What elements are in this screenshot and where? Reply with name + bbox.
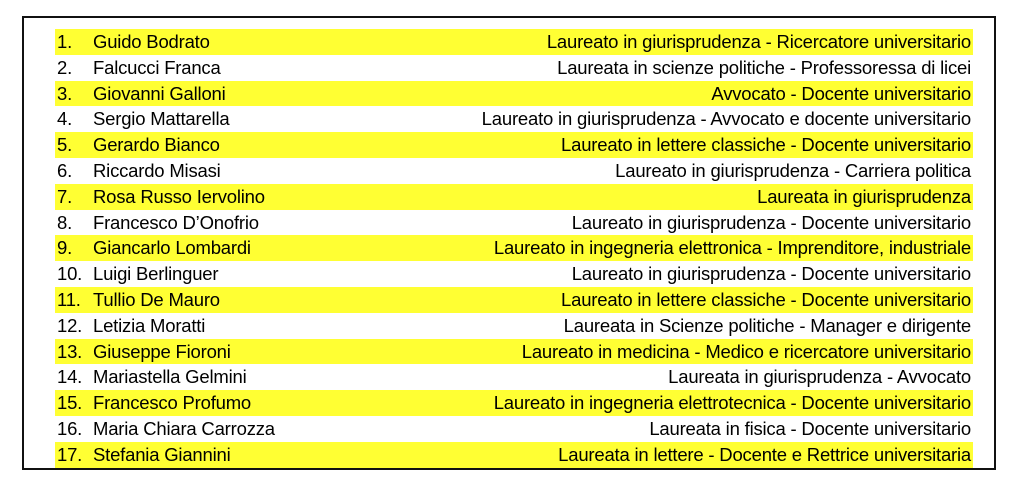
person-description: Laureato in giurisprudenza - Ricercatore universitario <box>546 31 971 52</box>
item-number: 11. <box>57 288 81 310</box>
item-number: 2. <box>57 56 73 78</box>
person-name: Mariastella Gelmini <box>93 366 247 388</box>
person-entry <box>55 29 210 55</box>
list-item <box>55 364 973 390</box>
person-name: Sergio Mattarella <box>93 108 230 130</box>
person-name: Guido Bodrato <box>93 31 210 52</box>
person-name: Giovanni Galloni <box>93 82 226 104</box>
person-description: Laureata in giurisprudenza - Avvocato <box>668 366 971 388</box>
item-number: 5. <box>57 134 73 156</box>
person-list <box>55 29 973 468</box>
person-entry <box>55 55 221 81</box>
person-description: Laureato in giurisprudenza - Carriera politica <box>615 159 971 181</box>
item-number: 3. <box>57 82 73 104</box>
person-name: Francesco Profumo <box>93 392 252 414</box>
person-description: Laureata in fisica - Docente universitario <box>649 417 971 439</box>
item-number: 8. <box>57 211 73 233</box>
person-description: Avvocato - Docente universitario <box>711 82 971 104</box>
person-entry <box>55 261 218 287</box>
person-entry <box>55 106 229 132</box>
item-number: 12. <box>57 314 83 336</box>
person-entry <box>55 442 231 468</box>
person-entry <box>55 390 251 416</box>
list-item <box>55 442 973 468</box>
list-frame <box>22 16 996 470</box>
list-item <box>55 81 973 107</box>
list-item <box>55 55 973 81</box>
person-description: Laureato in giurisprudenza - Avvocato e docente universitario <box>481 108 971 130</box>
list-item <box>55 132 973 158</box>
person-name: Gerardo Bianco <box>93 134 220 156</box>
person-name: Rosa Russo Iervolino <box>93 185 265 207</box>
person-description: Laureata in scienze politiche - Professoressa di licei <box>557 56 971 78</box>
list-item <box>55 184 973 210</box>
person-entry <box>55 339 231 365</box>
list-item <box>55 261 973 287</box>
person-entry <box>55 184 265 210</box>
item-number: 1. <box>57 31 73 52</box>
person-description: Laureato in ingegneria elettrotecnica - Docente universitario <box>493 392 971 414</box>
list-item <box>55 390 973 416</box>
person-description: Laureato in lettere classiche - Docente universitario <box>561 134 971 156</box>
item-number: 14. <box>57 366 83 388</box>
list-item <box>55 158 973 184</box>
item-number: 9. <box>57 237 73 259</box>
person-description: Laureata in lettere - Docente e Rettrice universitaria <box>558 443 971 465</box>
person-name: Falcucci Franca <box>93 56 221 78</box>
person-name: Maria Chiara Carrozza <box>93 417 275 439</box>
person-name: Giancarlo Lombardi <box>93 237 251 259</box>
person-description: Laureato in medicina - Medico e ricercatore universitario <box>521 340 971 362</box>
item-number: 7. <box>57 185 73 207</box>
person-description: Laureato in giurisprudenza - Docente universitario <box>571 263 971 285</box>
person-name: Letizia Moratti <box>93 314 206 336</box>
person-entry <box>55 81 226 107</box>
item-number: 17. <box>57 443 83 465</box>
list-item <box>55 106 973 132</box>
person-name: Francesco D’Onofrio <box>93 211 259 233</box>
person-description: Laureata in giurisprudenza <box>757 185 971 207</box>
list-item <box>55 29 973 55</box>
person-name: Giuseppe Fioroni <box>93 340 231 362</box>
person-entry <box>55 132 220 158</box>
person-description: Laureato in ingegneria elettronica - Imprenditore, industriale <box>493 237 971 259</box>
person-entry <box>55 313 205 339</box>
item-number: 13. <box>57 340 83 362</box>
person-entry <box>55 235 251 261</box>
person-description: Laureata in Scienze politiche - Manager e dirigente <box>563 314 971 336</box>
person-description: Laureato in lettere classiche - Docente universitario <box>561 288 971 310</box>
item-number: 10. <box>57 263 83 285</box>
person-entry <box>55 287 220 313</box>
list-item <box>55 287 973 313</box>
list-item <box>55 235 973 261</box>
item-number: 16. <box>57 417 83 439</box>
person-entry <box>55 210 259 236</box>
list-item <box>55 416 973 442</box>
person-name: Stefania Giannini <box>93 443 231 465</box>
person-entry <box>55 364 247 390</box>
person-name: Riccardo Misasi <box>93 159 221 181</box>
item-number: 4. <box>57 108 73 130</box>
person-name: Tullio De Mauro <box>93 288 220 310</box>
item-number: 6. <box>57 159 73 181</box>
person-entry <box>55 416 275 442</box>
list-item <box>55 313 973 339</box>
person-description: Laureato in giurisprudenza - Docente universitario <box>571 211 971 233</box>
list-item <box>55 339 973 365</box>
person-name: Luigi Berlinguer <box>93 263 219 285</box>
list-item <box>55 210 973 236</box>
person-entry <box>55 158 221 184</box>
item-number: 15. <box>57 392 83 414</box>
